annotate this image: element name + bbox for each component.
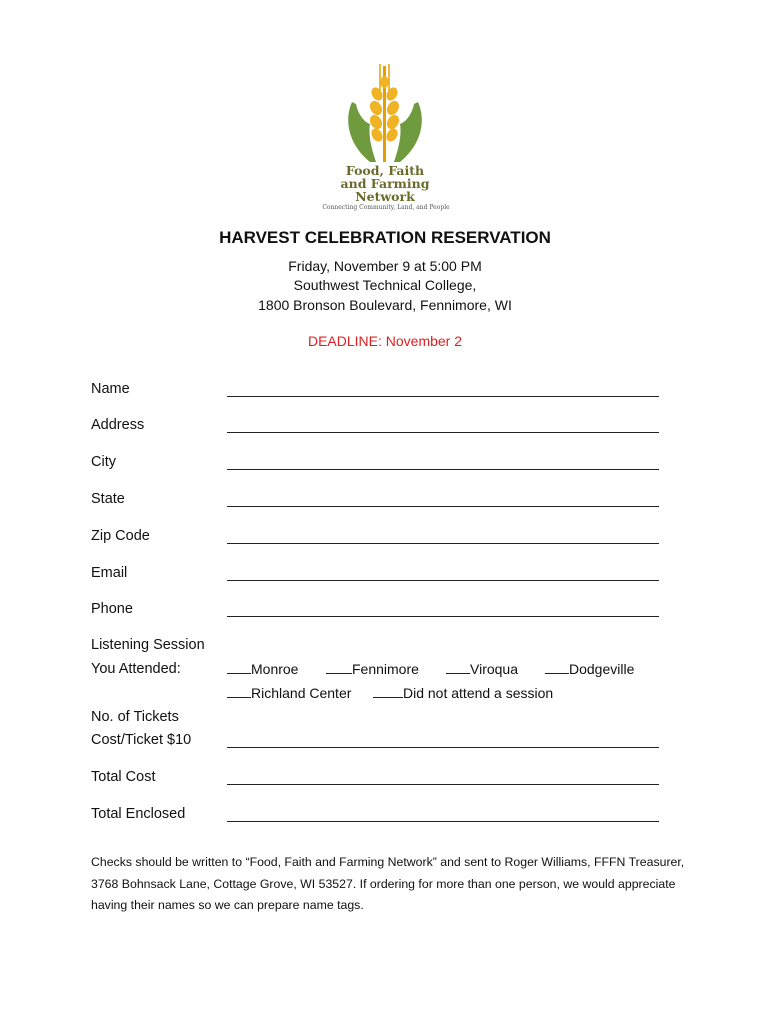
listening-session-label: Listening Session [91, 637, 205, 653]
logo-text-line1: Food, Faith [345, 163, 425, 178]
total-cost-field[interactable] [227, 784, 659, 785]
organization-logo [320, 62, 450, 214]
state-field[interactable] [227, 506, 659, 507]
event-date: Friday, November 9 at 5:00 PM [288, 258, 482, 274]
option-fennimore[interactable] [326, 661, 419, 677]
email-label: Email [91, 565, 128, 581]
logo-text-line2: and Farming [340, 176, 430, 191]
option-dodgeville-blank[interactable] [545, 661, 569, 674]
name-label: Name [91, 381, 130, 397]
state-label: State [91, 491, 125, 507]
page-title: HARVEST CELEBRATION RESERVATION [219, 228, 551, 247]
num-tickets-label: No. of Tickets [91, 709, 179, 725]
address-label: Address [91, 417, 145, 433]
total-enclosed-label: Total Enclosed [91, 806, 186, 822]
option-viroqua-label: Viroqua [470, 661, 519, 677]
city-label: City [91, 454, 116, 470]
option-richland-center-blank[interactable] [227, 685, 251, 698]
option-did-not-attend-blank[interactable] [373, 685, 403, 698]
wheat-hands-icon [342, 62, 428, 166]
option-did-not-attend[interactable] [373, 685, 553, 701]
phone-label: Phone [91, 601, 133, 617]
option-monroe-label: Monroe [251, 661, 299, 677]
phone-field[interactable] [227, 616, 659, 617]
option-richland-center-label: Richland Center [251, 685, 352, 701]
zip-field[interactable] [227, 543, 659, 544]
cost-per-ticket-label: Cost/Ticket $10 [91, 732, 192, 748]
option-dodgeville-label: Dodgeville [569, 661, 635, 677]
option-fennimore-label: Fennimore [352, 661, 419, 677]
event-address: 1800 Bronson Boulevard, Fennimore, WI [258, 297, 512, 313]
logo-text-line3: Network [355, 189, 415, 204]
option-viroqua-blank[interactable] [446, 661, 470, 674]
you-attended-label: You Attended: [91, 661, 181, 677]
option-monroe[interactable] [227, 661, 298, 677]
email-field[interactable] [227, 580, 659, 581]
option-monroe-blank[interactable] [227, 661, 251, 674]
address-field[interactable] [227, 432, 659, 433]
option-viroqua[interactable] [446, 661, 518, 677]
total-enclosed-field[interactable] [227, 821, 659, 822]
city-field[interactable] [227, 469, 659, 470]
option-richland-center[interactable] [227, 685, 351, 701]
logo-tagline: Connecting Community, Land, and People [322, 204, 450, 211]
option-dodgeville[interactable] [545, 661, 634, 677]
total-cost-label: Total Cost [91, 769, 156, 785]
option-did-not-attend-label: Did not attend a session [403, 685, 554, 701]
option-fennimore-blank[interactable] [326, 661, 352, 674]
event-venue: Southwest Technical College, [293, 277, 477, 293]
zip-label: Zip Code [91, 528, 150, 544]
num-tickets-field[interactable] [227, 747, 659, 748]
name-field[interactable] [227, 396, 659, 397]
payment-instructions: Checks should be written to “Food, Faith and Farming Network” and sent to Roger Williams, FFFN Treasurer, 3768 Bohnsack Lane, Cottage Grove, WI 53527. If ordering for more than one person, we would appreciate having their names so we can prepare name tags. [91, 855, 685, 912]
deadline-notice: DEADLINE: November 2 [307, 333, 463, 349]
